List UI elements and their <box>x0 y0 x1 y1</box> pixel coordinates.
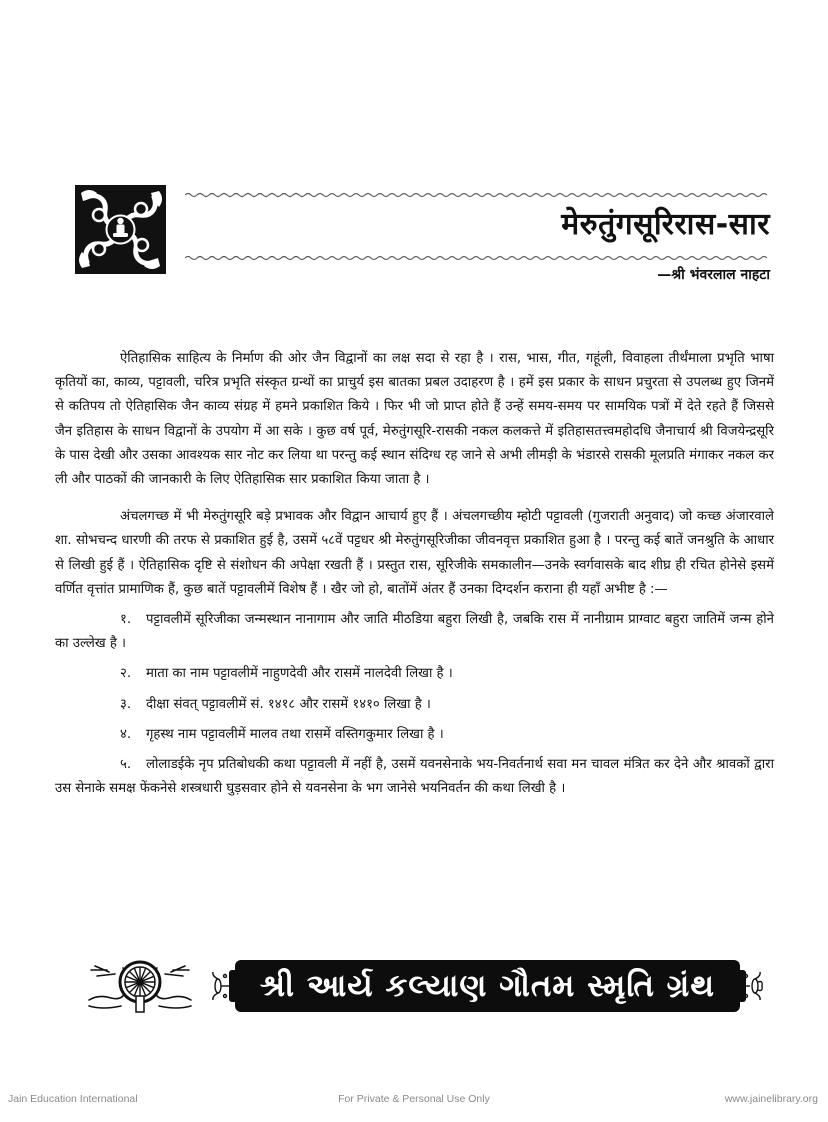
list-item-number: ४. <box>120 726 132 742</box>
list-item-text: माता का नाम पट्टावलीमें नाहुणदेवी और रासमें नालदेवी लिखा है । <box>146 666 453 682</box>
list-item-number: ५. <box>120 757 132 773</box>
article-title: मेरुतुंगसूरिरास-सार <box>561 207 770 242</box>
floral-flourish-icon <box>740 970 764 1002</box>
dharma-chakra-with-deer-icon <box>85 956 195 1016</box>
list-item-text: लोलाडईके नृप प्रतिबोधकी कथा पट्टावली में नहीं है, उसमें यवनसेनाके भय-निवर्तनार्थ सवा मन चावल मंत्रित कर देने और श्रावकों द्वारा उस सेनाके समक्ष फेंकनेसे शस्त्रधारी घुड़सवार होने से यवनसेना के भग जानेसे भयनिवर्तन की कथा लिखी है । <box>55 757 774 797</box>
list-item <box>55 723 774 747</box>
swastika-jina-emblem-icon <box>75 185 166 274</box>
list-item-text: दीक्षा संवत् पट्टावलीमें सं. १४१८ और रासमें १४१० लिखा है । <box>146 696 431 712</box>
page-footer <box>0 1093 828 1109</box>
list-item <box>55 693 774 717</box>
banner-title-bar <box>235 960 740 1012</box>
decorative-wavy-rule-top <box>185 192 770 198</box>
footer-publisher: Jain Education International <box>8 1093 138 1105</box>
decorative-wavy-rule-bottom <box>185 255 770 261</box>
list-item-number: १. <box>120 612 132 628</box>
comparison-list <box>55 608 774 801</box>
list-item-number: ३. <box>120 696 132 712</box>
list-item-text: पट्टावलीमें सूरिजीका जन्मस्थान नानागाम और जाति मीठडिया बहुरा लिखी है, जबकि रास में नानीग्राम प्राग्वाट बहुरा जातिमें जन्म होने का उल्लेख है । <box>55 612 774 652</box>
banner-title: શ્રી આર્ય કલ્યાણ ગૌતમ સ્મૃતિ ગ્રંથ <box>259 967 716 1004</box>
author-byline: —श्री भंवरलाल नाहटा <box>657 267 770 283</box>
list-item <box>55 608 774 656</box>
list-item-number: २. <box>120 666 132 682</box>
footer-usage-note: For Private & Personal Use Only <box>338 1093 490 1105</box>
paragraph: ऐतिहासिक साहित्य के निर्माण की ओर जैन विद्वानों का लक्ष सदा से रहा है । रास, भास, गीत, गहूंली, विवाहला तीर्थंमाला प्रभृति भाषा कृतियों का, काव्य, पट्टावली, चरित्र प्रभृति संस्कृत ग्रन्थों का प्राचुर्य इस बातका प्रबल उदाहरण है । हमें इस प्रकार के साधन प्रचुरता से उपलब्ध हुए जिनमें से कतिपय तो ऐतिहासिक जैन काव्य संग्रह में हमने प्रकाशित किये । फिर भी जो प्राप्त होते हैं उन्हें समय-समय पर सामयिक पत्रों में देते रहते हैं जिससे जैन इतिहास के साधन विद्वानों के उपयोग में आ सके । कुछ वर्ष पूर्व, मेरुतुंगसूरि-रासकी नकल कलकत्ते में इतिहासतत्त्वमहोदधि जैनाचार्य श्री विजयेन्द्रसूरि के पास देखी और उसका आवश्यक सार नोट कर लिया था परन्तु कई स्थान संदिग्ध रह जाने से अभी लीमड़ी के भंडारसे रासकी मूलप्रति मंगाकर नकल कर ली और पाठकों की जानकारी के लिए ऐतिहासिक सार प्रकाशित किया जाता है । <box>55 351 774 488</box>
list-item-text: गृहस्थ नाम पट्टावलीमें मालव तथा रासमें वस्तिगकुमार लिखा है । <box>146 726 444 742</box>
publication-banner <box>85 956 775 1016</box>
list-item <box>55 662 774 686</box>
list-item <box>55 753 774 801</box>
article-body <box>55 347 774 801</box>
footer-website-link[interactable]: www.jainelibrary.org <box>724 1093 818 1105</box>
paragraph: अंचलगच्छ में भी मेरुतुंगसूरि बड़े प्रभावक और विद्वान आचार्य हुए हैं । अंचलगच्छीय म्होटी पट्टावली (गुजराती अनुवाद) जो कच्छ अंजारवाले शा. सोभचन्द धारणी की तरफ से प्रकाशित हुई है, उसमें ५८वें पट्टधर श्री मेरुतुंगसूरिजीका जीवनवृत्त प्रकाशित हुआ है । परन्तु कई बातें जनश्रुति के आधार से लिखी हुई हैं । ऐतिहासिक दृष्टि से संशोधन की अपेक्षा रखती हैं । प्रस्तुत रास, सूरिजीके समकालीन—उनके स्वर्गवासके बाद शीघ्र ही रचित होनेसे इसमें वर्णित वृत्तांत प्रामाणिक हैं, कुछ बातें पट्टावलीमें विशेष हैं । खैर जो हो, बातोंमें अंतर हैं उनका दिग्दर्शन कराना ही यहाँ अभीष्ट है :— <box>55 509 774 597</box>
